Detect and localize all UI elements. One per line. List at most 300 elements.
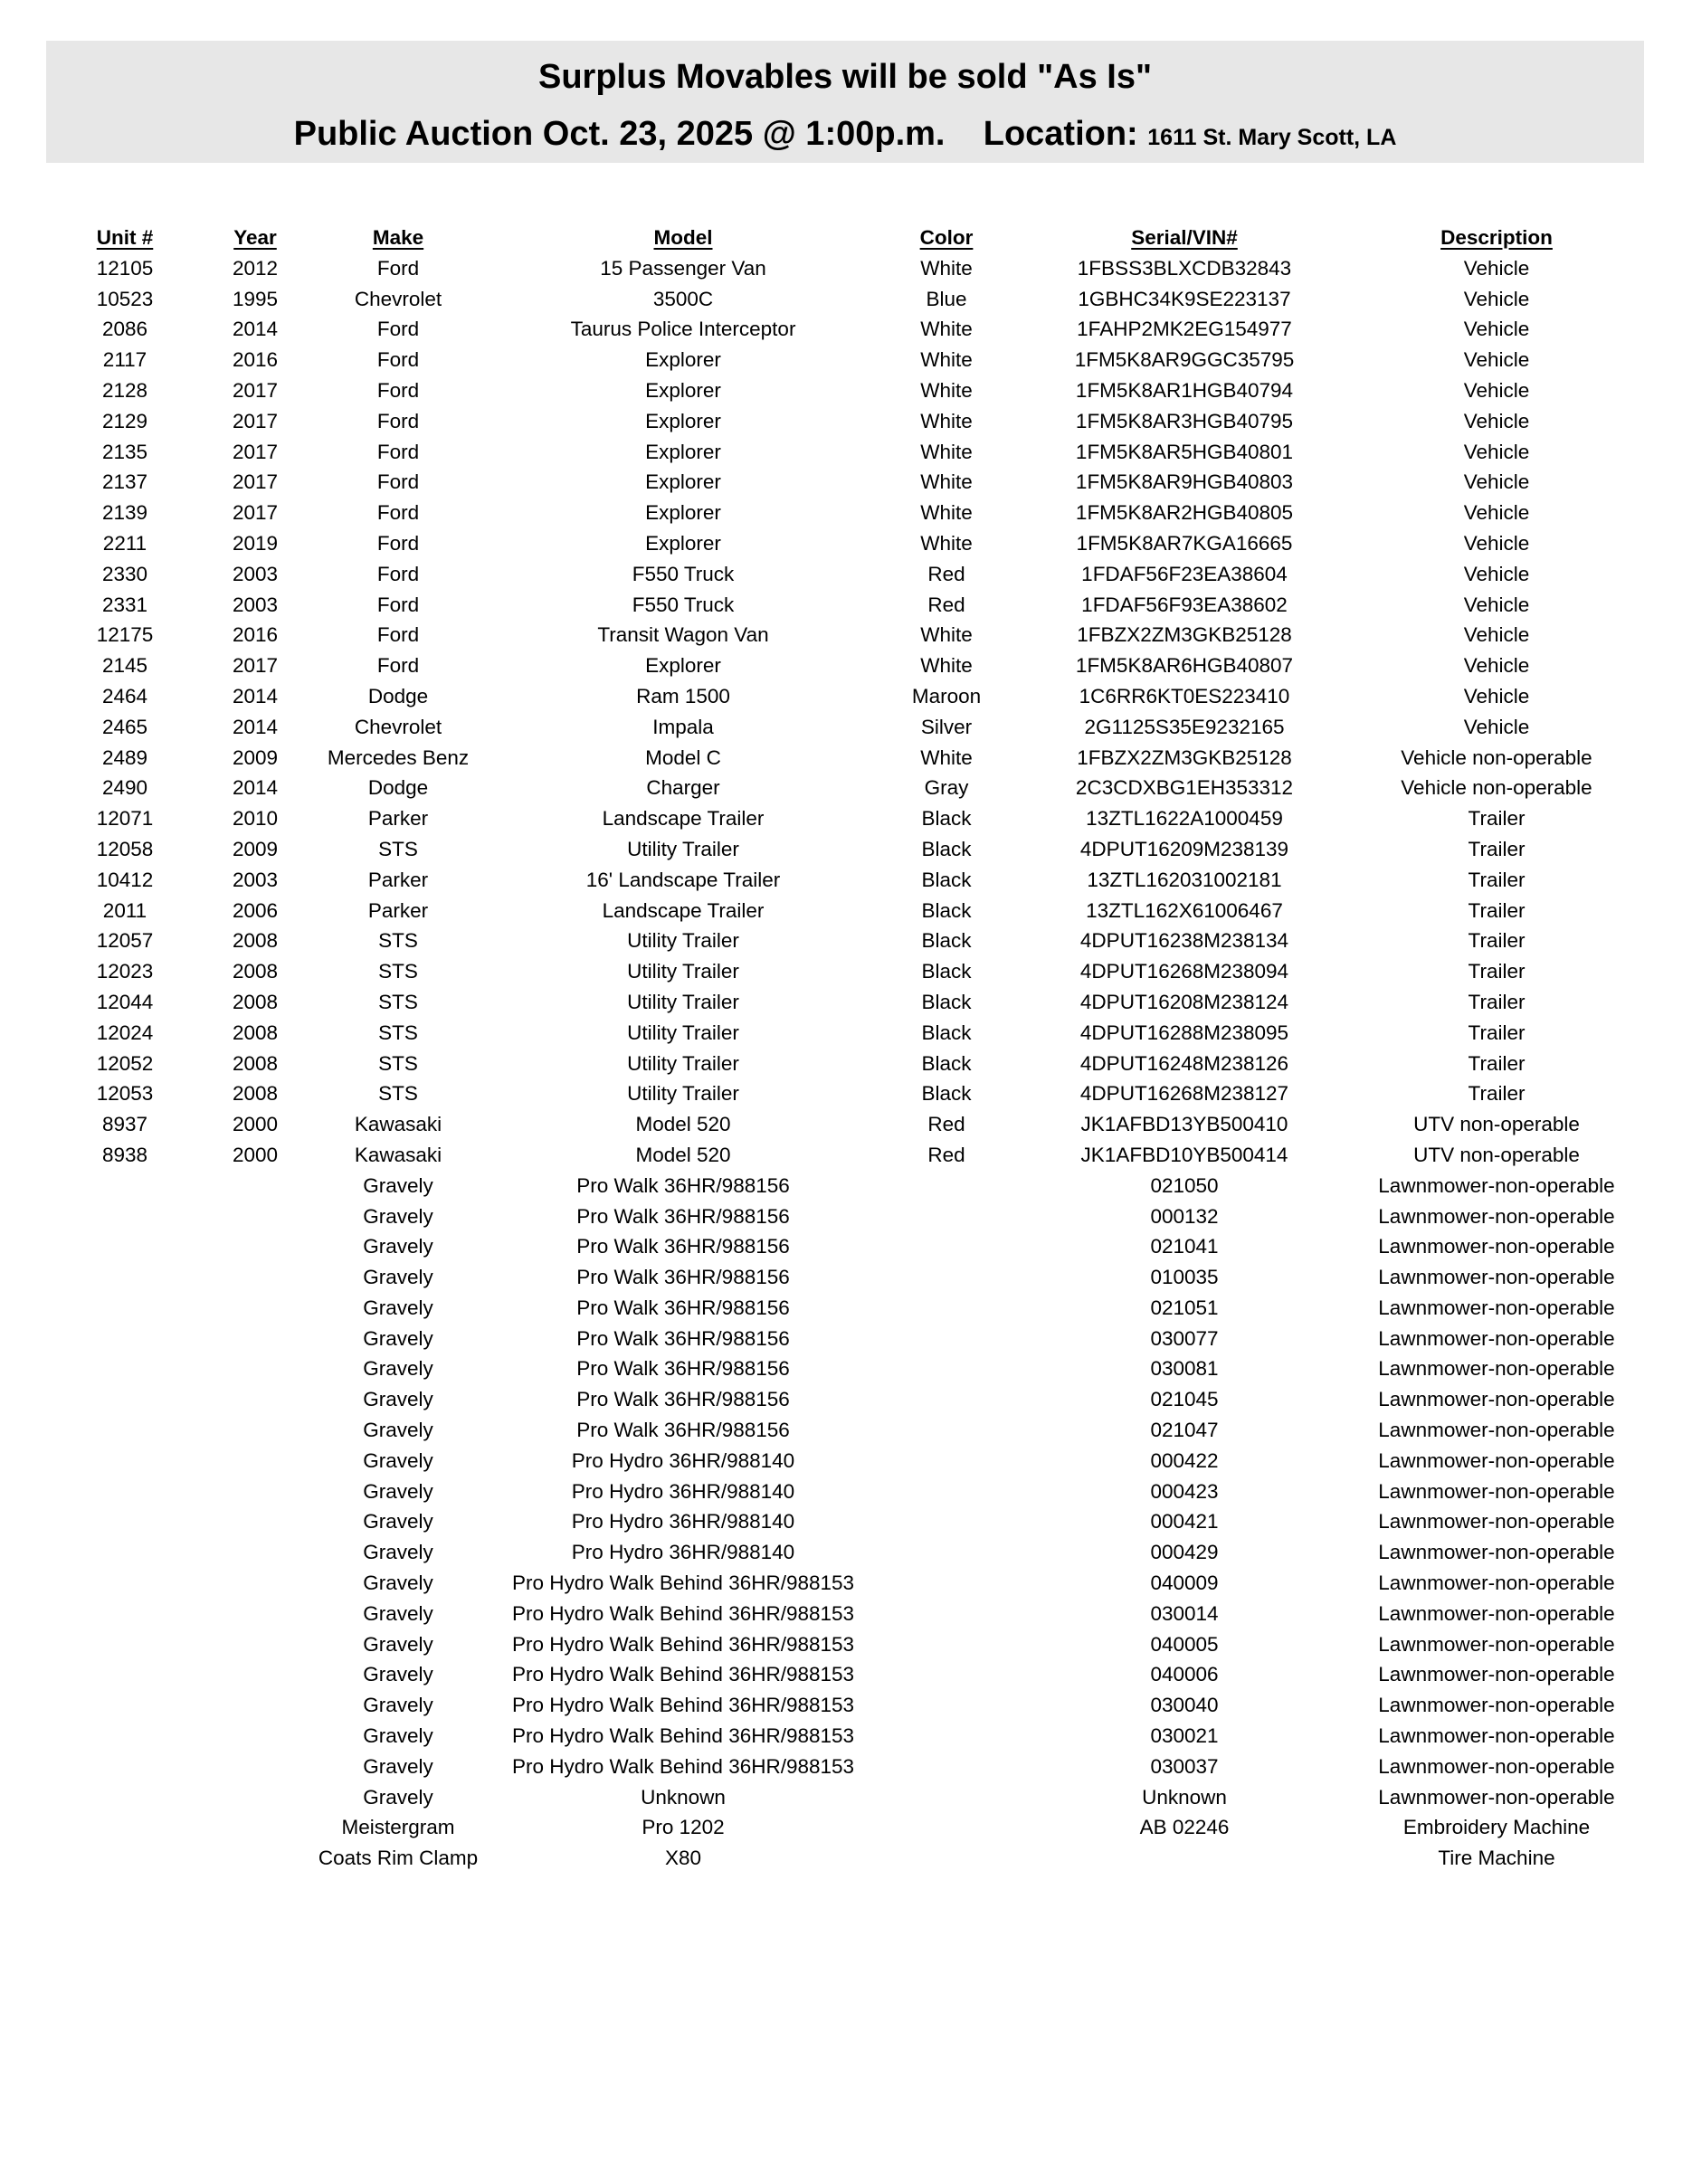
cell-unit: 2489 (101, 745, 148, 769)
cell-description: Vehicle (1463, 256, 1530, 280)
cell-year: 2003 (232, 593, 279, 616)
cell-make: Ford (376, 654, 420, 678)
cell-vin: 000422 (1150, 1448, 1219, 1472)
cell-vin: 1FAHP2MK2EG154977 (1077, 318, 1292, 341)
cell-description: Lawnmower-non-operable (1378, 1388, 1615, 1411)
cell-vin: 4DPUT16209M238139 (1079, 837, 1289, 860)
cell-make: Gravely (363, 1510, 433, 1534)
cell-year: 2008 (232, 929, 279, 953)
cell-model: X80 (664, 1847, 702, 1870)
cell-description: Lawnmower-non-operable (1378, 1663, 1615, 1686)
cell-model: Explorer (645, 440, 721, 463)
cell-year: 2000 (232, 1113, 279, 1136)
cell-make: Gravely (363, 1448, 433, 1472)
cell-vin: Unknown (1142, 1785, 1227, 1809)
cell-model: Utility Trailer (627, 837, 739, 860)
cell-year: 2016 (232, 348, 279, 372)
cell-make: Gravely (363, 1572, 433, 1595)
table-row (0, 467, 1692, 498)
cell-make: Gravely (363, 1663, 433, 1686)
table-row (0, 1721, 1692, 1752)
table-row (0, 1568, 1692, 1599)
cell-model: Pro Hydro Walk Behind 36HR/988153 (511, 1694, 855, 1717)
table-row (0, 1659, 1692, 1690)
cell-color: Blue (926, 287, 967, 310)
table-row (0, 1109, 1692, 1140)
cell-vin: 030081 (1150, 1357, 1219, 1381)
title-banner (46, 41, 1644, 163)
cell-unit: 12105 (96, 256, 154, 280)
cell-make: Parker (367, 868, 429, 891)
cell-vin: 1FM5K8AR7KGA16665 (1076, 531, 1293, 555)
table-row (0, 681, 1692, 712)
cell-description: Trailer (1468, 929, 1526, 953)
table-row (0, 650, 1692, 681)
cell-year: 2009 (232, 837, 279, 860)
cell-year: 1995 (232, 287, 279, 310)
cell-description: Vehicle (1463, 562, 1530, 585)
cell-vin: 4DPUT16248M238126 (1079, 1051, 1289, 1075)
table-row (0, 1018, 1692, 1049)
cell-model: Pro Walk 36HR/988156 (576, 1326, 790, 1350)
cell-make: Ford (376, 593, 420, 616)
cell-year: 2008 (232, 990, 279, 1013)
cell-color: Black (921, 960, 972, 983)
cell-color: White (920, 531, 973, 555)
cell-description: Lawnmower-non-operable (1378, 1572, 1615, 1595)
cell-year: 2009 (232, 745, 279, 769)
cell-model: Pro Hydro Walk Behind 36HR/988153 (511, 1724, 855, 1748)
cell-description: Vehicle (1463, 287, 1530, 310)
cell-color: Black (921, 898, 972, 922)
cell-description: Vehicle (1463, 531, 1530, 555)
cell-make: Chevrolet (354, 715, 442, 738)
auction-info (46, 113, 1644, 158)
cell-unit: 12057 (96, 929, 154, 953)
cell-vin: 1FM5K8AR2HGB40805 (1075, 501, 1294, 525)
cell-vin: 1FBZX2ZM3GKB25128 (1077, 745, 1292, 769)
cell-model: Pro Walk 36HR/988156 (576, 1173, 790, 1197)
cell-year: 2017 (232, 470, 279, 494)
cell-description: Vehicle (1463, 440, 1530, 463)
cell-make: Gravely (363, 1326, 433, 1350)
cell-unit: 2465 (101, 715, 148, 738)
cell-unit: 2011 (102, 898, 147, 922)
cell-year: 2014 (232, 684, 279, 707)
cell-unit: 12175 (96, 623, 154, 647)
cell-description: Trailer (1468, 960, 1526, 983)
table-row (0, 1506, 1692, 1537)
cell-make: Gravely (363, 1724, 433, 1748)
cell-year: 2017 (232, 654, 279, 678)
cell-model: Pro Hydro Walk Behind 36HR/988153 (511, 1754, 855, 1778)
cell-color: Black (921, 990, 972, 1013)
cell-color: Black (921, 807, 972, 831)
cell-model: Taurus Police Interceptor (570, 318, 796, 341)
cell-year: 2012 (232, 256, 279, 280)
table-row (0, 1477, 1692, 1507)
auction-date: Public Auction Oct. 23, 2025 @ 1:00p.m. (293, 115, 946, 153)
cell-model: Utility Trailer (627, 1051, 739, 1075)
cell-vin: 000421 (1150, 1510, 1219, 1534)
table-row (0, 956, 1692, 987)
cell-unit: 2139 (101, 501, 148, 525)
cell-color: Black (921, 1082, 972, 1106)
cell-vin: 040009 (1150, 1572, 1219, 1595)
cell-model: Utility Trailer (627, 929, 739, 953)
cell-vin: JK1AFBD13YB500410 (1080, 1113, 1288, 1136)
cell-model: Pro Hydro Walk Behind 36HR/988153 (511, 1632, 855, 1656)
cell-model: Pro Walk 36HR/988156 (576, 1388, 790, 1411)
cell-unit: 2137 (101, 470, 148, 494)
cell-color: Red (927, 562, 965, 585)
cell-unit: 2490 (101, 776, 148, 800)
cell-make: Gravely (363, 1479, 433, 1503)
cell-make: Kawasaki (354, 1113, 442, 1136)
location-label: Location: (983, 115, 1138, 153)
cell-model: Pro Walk 36HR/988156 (576, 1204, 790, 1228)
cell-make: Gravely (363, 1754, 433, 1778)
cell-vin: 1FBZX2ZM3GKB25128 (1077, 623, 1292, 647)
cell-description: Lawnmower-non-operable (1378, 1510, 1615, 1534)
cell-model: Pro Hydro 36HR/988140 (571, 1479, 795, 1503)
table-row (0, 1446, 1692, 1477)
cell-model: Charger (646, 776, 720, 800)
cell-model: Explorer (645, 501, 721, 525)
table-row (0, 987, 1692, 1018)
cell-color: White (920, 745, 973, 769)
table-row (0, 375, 1692, 406)
table-row (0, 1049, 1692, 1079)
cell-unit: 2117 (102, 348, 147, 372)
cell-description: Tire Machine (1438, 1847, 1555, 1870)
cell-vin: 021045 (1150, 1388, 1219, 1411)
cell-color: Maroon (911, 684, 982, 707)
table-row (0, 926, 1692, 956)
cell-model: Explorer (645, 409, 721, 432)
cell-make: Ford (376, 470, 420, 494)
cell-make: STS (378, 1021, 418, 1044)
cell-description: Vehicle (1463, 654, 1530, 678)
cell-description: Trailer (1468, 837, 1526, 860)
cell-model: Explorer (645, 654, 721, 678)
cell-make: Ford (376, 256, 420, 280)
cell-description: Lawnmower-non-operable (1378, 1448, 1615, 1472)
cell-year: 2019 (232, 531, 279, 555)
cell-unit: 10412 (96, 868, 154, 891)
cell-make: Ford (376, 440, 420, 463)
cell-description: Lawnmower-non-operable (1378, 1419, 1615, 1442)
cell-color: Black (921, 837, 972, 860)
table-row (0, 712, 1692, 743)
cell-unit: 12023 (96, 960, 154, 983)
cell-year: 2014 (232, 776, 279, 800)
cell-model: Utility Trailer (627, 960, 739, 983)
cell-year: 2016 (232, 623, 279, 647)
cell-color: White (920, 501, 973, 525)
table-row (0, 1171, 1692, 1201)
cell-model: Model C (645, 745, 721, 769)
cell-model: F550 Truck (632, 593, 735, 616)
cell-make: Gravely (363, 1173, 433, 1197)
cell-vin: 4DPUT16268M238127 (1079, 1082, 1289, 1106)
cell-year: 2008 (232, 1082, 279, 1106)
cell-vin: 1FM5K8AR6HGB40807 (1075, 654, 1294, 678)
cell-model: 16' Landscape Trailer (585, 868, 781, 891)
table-row (0, 1293, 1692, 1324)
cell-color: White (920, 348, 973, 372)
cell-year: 2008 (232, 1021, 279, 1044)
cell-unit: 12071 (96, 807, 154, 831)
cell-vin: 1C6RR6KT0ES223410 (1079, 684, 1290, 707)
cell-make: Gravely (363, 1204, 433, 1228)
cell-make: Parker (367, 898, 429, 922)
cell-model: Transit Wagon Van (597, 623, 769, 647)
cell-model: Explorer (645, 531, 721, 555)
cell-model: Utility Trailer (627, 1082, 739, 1106)
cell-description: Lawnmower-non-operable (1378, 1204, 1615, 1228)
table-header (0, 223, 1692, 253)
cell-model: Pro Hydro 36HR/988140 (571, 1510, 795, 1534)
cell-color: Gray (924, 776, 969, 800)
cell-description: Vehicle (1463, 409, 1530, 432)
cell-vin: 13ZTL1622A1000459 (1086, 807, 1283, 831)
cell-make: Gravely (363, 1785, 433, 1809)
cell-year: 2017 (232, 378, 279, 402)
cell-make: Dodge (367, 684, 429, 707)
cell-vin: 021051 (1150, 1296, 1219, 1319)
cell-vin: 021050 (1150, 1173, 1219, 1197)
table-row (0, 559, 1692, 590)
cell-year: 2014 (232, 715, 279, 738)
cell-make: Dodge (367, 776, 429, 800)
cell-year: 2006 (232, 898, 279, 922)
cell-make: Gravely (363, 1235, 433, 1258)
cell-description: Vehicle non-operable (1401, 745, 1592, 769)
cell-description: Vehicle (1463, 378, 1530, 402)
cell-vin: 1FM5K8AR9GGC35795 (1074, 348, 1295, 372)
cell-description: Lawnmower-non-operable (1378, 1601, 1615, 1625)
cell-vin: 040006 (1150, 1663, 1219, 1686)
cell-description: Trailer (1468, 1051, 1526, 1075)
cell-make: Mercedes Benz (327, 745, 470, 769)
cell-color: Silver (920, 715, 973, 738)
cell-vin: 1FM5K8AR3HGB40795 (1075, 409, 1294, 432)
cell-make: Parker (367, 807, 429, 831)
cell-make: Gravely (363, 1357, 433, 1381)
cell-color: Red (927, 1143, 965, 1166)
cell-model: Ram 1500 (636, 684, 730, 707)
cell-color: White (920, 440, 973, 463)
header-model: Model (653, 226, 713, 249)
cell-make: Chevrolet (354, 287, 442, 310)
cell-make: Gravely (363, 1419, 433, 1442)
cell-year: 2000 (232, 1143, 279, 1166)
cell-description: Trailer (1468, 990, 1526, 1013)
table-row (0, 253, 1692, 284)
cell-description: Vehicle (1463, 623, 1530, 647)
table-row (0, 1201, 1692, 1232)
cell-description: Trailer (1468, 1021, 1526, 1044)
cell-description: Lawnmower-non-operable (1378, 1296, 1615, 1319)
cell-year: 2010 (232, 807, 279, 831)
cell-unit: 2331 (101, 593, 148, 616)
cell-color: White (920, 470, 973, 494)
cell-unit: 2135 (101, 440, 148, 463)
cell-make: Ford (376, 623, 420, 647)
table-row (0, 803, 1692, 834)
cell-color: White (920, 378, 973, 402)
cell-color: White (920, 654, 973, 678)
cell-year: 2017 (232, 409, 279, 432)
cell-vin: 030077 (1150, 1326, 1219, 1350)
table-row (0, 1752, 1692, 1782)
cell-model: 3500C (652, 287, 714, 310)
cell-make: STS (378, 1051, 418, 1075)
items-table (0, 223, 1692, 1874)
cell-year: 2003 (232, 868, 279, 891)
cell-unit: 12058 (96, 837, 154, 860)
table-row (0, 1782, 1692, 1813)
cell-year: 2003 (232, 562, 279, 585)
cell-model: Pro Walk 36HR/988156 (576, 1235, 790, 1258)
cell-description: Trailer (1468, 807, 1526, 831)
table-row (0, 528, 1692, 559)
cell-model: Pro Hydro 36HR/988140 (571, 1541, 795, 1564)
cell-description: Vehicle (1463, 470, 1530, 494)
cell-model: F550 Truck (632, 562, 735, 585)
cell-vin: 4DPUT16238M238134 (1079, 929, 1289, 953)
cell-vin: 030037 (1150, 1754, 1219, 1778)
table-row (0, 1812, 1692, 1843)
cell-color: Black (921, 1051, 972, 1075)
cell-make: Gravely (363, 1388, 433, 1411)
cell-unit: 2128 (101, 378, 148, 402)
cell-vin: 13ZTL162031002181 (1087, 868, 1282, 891)
cell-color: Red (927, 593, 965, 616)
cell-model: Pro 1202 (642, 1816, 725, 1839)
cell-unit: 2464 (101, 684, 148, 707)
cell-vin: 1FBSS3BLXCDB32843 (1077, 256, 1292, 280)
cell-year: 2017 (232, 440, 279, 463)
cell-model: Impala (652, 715, 714, 738)
table-row (0, 773, 1692, 803)
table-row (0, 345, 1692, 375)
cell-year: 2008 (232, 1051, 279, 1075)
cell-vin: 1FM5K8AR1HGB40794 (1075, 378, 1294, 402)
cell-color: Black (921, 868, 972, 891)
cell-color: White (920, 623, 973, 647)
cell-model: Utility Trailer (627, 1021, 739, 1044)
cell-description: Trailer (1468, 868, 1526, 891)
cell-model: Pro Hydro Walk Behind 36HR/988153 (511, 1663, 855, 1686)
cell-vin: 030021 (1150, 1724, 1219, 1748)
cell-make: Kawasaki (354, 1143, 442, 1166)
cell-unit: 12044 (96, 990, 154, 1013)
header-vin: Serial/VIN# (1131, 226, 1238, 249)
cell-make: Gravely (363, 1632, 433, 1656)
cell-description: Lawnmower-non-operable (1378, 1754, 1615, 1778)
header-year: Year (233, 226, 277, 249)
table-row (0, 1078, 1692, 1109)
table-row (0, 314, 1692, 345)
cell-description: Lawnmower-non-operable (1378, 1724, 1615, 1748)
cell-vin: AB 02246 (1139, 1816, 1230, 1839)
cell-description: Lawnmower-non-operable (1378, 1173, 1615, 1197)
cell-description: UTV non-operable (1413, 1143, 1580, 1166)
cell-unit: 2086 (101, 318, 148, 341)
cell-description: Lawnmower-non-operable (1378, 1357, 1615, 1381)
cell-make: Gravely (363, 1541, 433, 1564)
table-row (0, 1629, 1692, 1660)
cell-make: Gravely (363, 1601, 433, 1625)
cell-vin: 021041 (1150, 1235, 1219, 1258)
cell-vin: 010035 (1150, 1266, 1219, 1289)
cell-vin: 2C3CDXBG1EH353312 (1075, 776, 1294, 800)
cell-model: Explorer (645, 470, 721, 494)
cell-unit: 2211 (102, 531, 147, 555)
cell-model: Landscape Trailer (602, 807, 765, 831)
table-row (0, 1599, 1692, 1629)
table-row (0, 284, 1692, 315)
cell-vin: 030040 (1150, 1694, 1219, 1717)
cell-description: Lawnmower-non-operable (1378, 1266, 1615, 1289)
cell-make: STS (378, 990, 418, 1013)
header-unit: Unit # (96, 226, 154, 249)
cell-unit: 2330 (101, 562, 148, 585)
cell-vin: 4DPUT16288M238095 (1079, 1021, 1289, 1044)
cell-model: Pro Hydro 36HR/988140 (571, 1448, 795, 1472)
cell-description: Lawnmower-non-operable (1378, 1326, 1615, 1350)
location-value: 1611 St. Mary Scott, LA (1147, 125, 1397, 150)
cell-model: Model 520 (635, 1113, 731, 1136)
cell-make: Ford (376, 378, 420, 402)
cell-vin: 1FDAF56F23EA38604 (1081, 562, 1288, 585)
cell-unit: 2145 (101, 654, 148, 678)
cell-vin: 000429 (1150, 1541, 1219, 1564)
table-row (0, 1384, 1692, 1415)
cell-model: Pro Hydro Walk Behind 36HR/988153 (511, 1601, 855, 1625)
cell-description: Vehicle (1463, 501, 1530, 525)
cell-description: Lawnmower-non-operable (1378, 1632, 1615, 1656)
cell-model: Model 520 (635, 1143, 731, 1166)
cell-vin: 021047 (1150, 1419, 1219, 1442)
cell-description: Vehicle non-operable (1401, 776, 1592, 800)
table-row (0, 1843, 1692, 1874)
cell-vin: 030014 (1150, 1601, 1219, 1625)
cell-description: Lawnmower-non-operable (1378, 1479, 1615, 1503)
cell-model: Pro Walk 36HR/988156 (576, 1419, 790, 1442)
cell-description: Lawnmower-non-operable (1378, 1235, 1615, 1258)
table-row (0, 1140, 1692, 1171)
cell-model: Pro Walk 36HR/988156 (576, 1296, 790, 1319)
cell-make: Gravely (363, 1694, 433, 1717)
cell-make: Ford (376, 501, 420, 525)
cell-year: 2008 (232, 960, 279, 983)
cell-model: Landscape Trailer (602, 898, 765, 922)
cell-vin: 4DPUT16268M238094 (1079, 960, 1289, 983)
cell-model: 15 Passenger Van (600, 256, 766, 280)
cell-unit: 12024 (96, 1021, 154, 1044)
table-row (0, 1537, 1692, 1568)
cell-model: Pro Walk 36HR/988156 (576, 1357, 790, 1381)
header-description: Description (1440, 226, 1553, 249)
cell-unit: 8937 (101, 1113, 148, 1136)
cell-unit: 12053 (96, 1082, 154, 1106)
cell-make: Ford (376, 531, 420, 555)
cell-year: 2014 (232, 318, 279, 341)
cell-description: Lawnmower-non-operable (1378, 1541, 1615, 1564)
